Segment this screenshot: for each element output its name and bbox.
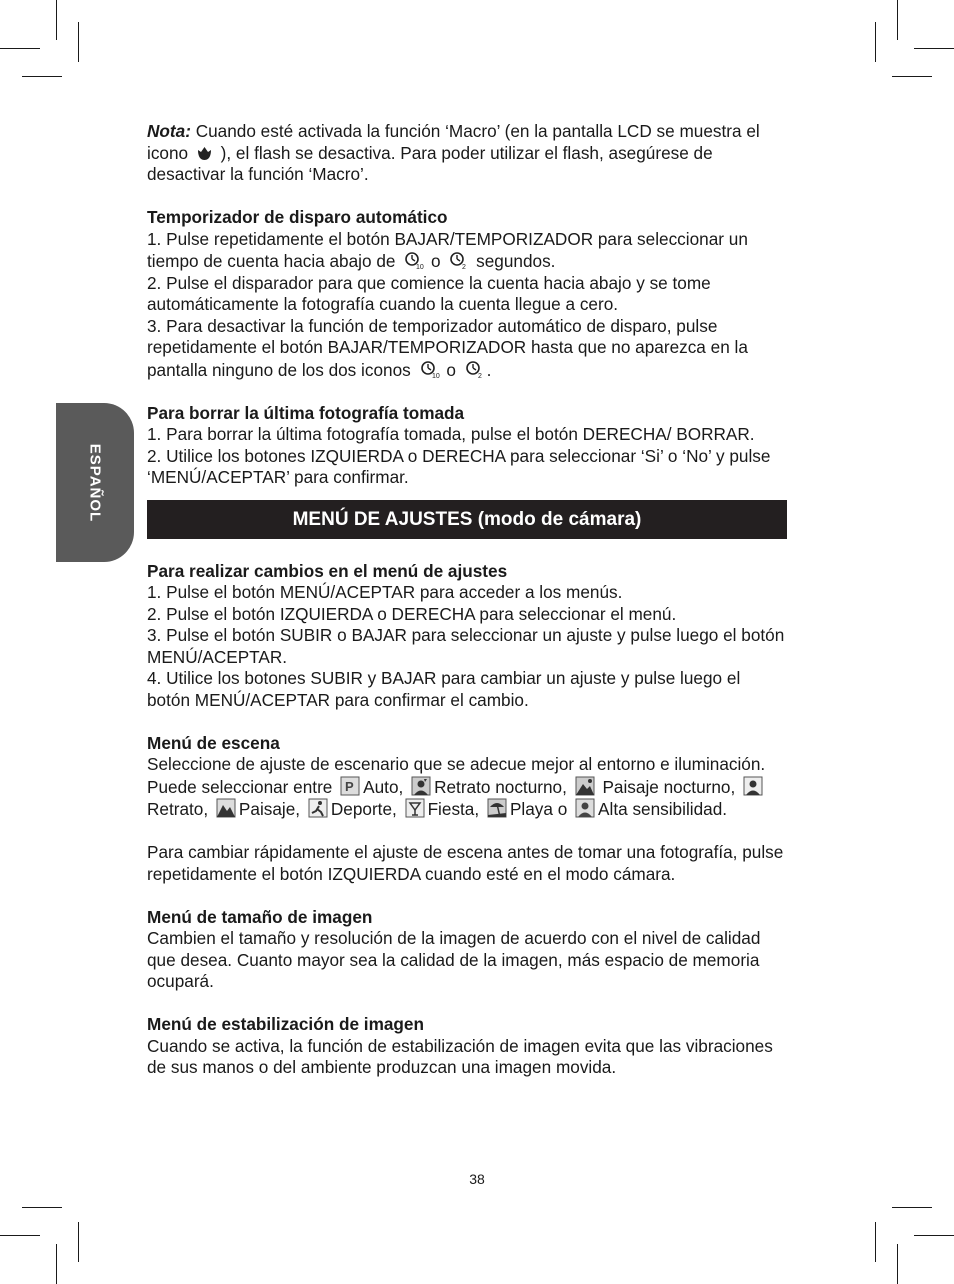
page-number: 38 <box>469 1171 485 1187</box>
macro-icon <box>196 145 213 162</box>
crop-mark <box>914 1235 954 1236</box>
timer-step-3-text: 3. Para desactivar la función de temporizador automático de disparo, pulse repetidamente el botón BAJAR/TEMPORIZADOR hasta que no aparezca en la pantalla ninguno de los dos iconos <box>147 315 748 380</box>
crop-mark <box>914 48 954 49</box>
scene-beach-label: Playa o <box>509 799 568 819</box>
crop-mark <box>875 1222 876 1262</box>
timer-step-2: 2. Pulse el disparador para que comience la cuenta hacia abajo y se tome automáticamente la fotografía cuando la cuenta llegue a cero. <box>147 272 711 314</box>
scene-sport-label: Deporte, <box>330 799 397 819</box>
scene-quick-paragraph: Para cambiar rápidamente el ajuste de escena antes de tomar una fotografía, pulse repetidamente el botón IZQUIERDA cuando esté en el modo cámara. <box>147 842 784 884</box>
timer-step-3 <box>147 316 787 382</box>
scene-landscape-label: Paisaje, <box>238 799 301 819</box>
scene-high-iso-label: Alta sensibilidad. <box>598 799 728 819</box>
crop-mark <box>0 1235 40 1236</box>
scene-night-landscape-label: Paisaje nocturno, <box>602 776 736 797</box>
delete-last-step-1: 1. Para borrar la última fotografía tomada, pulse el botón DERECHA/ BORRAR. <box>147 424 755 444</box>
section-header-bar: MENÚ DE AJUSTES (modo de cámara) <box>147 500 787 539</box>
nota-paragraph <box>147 121 787 186</box>
nota-label: Nota: <box>147 121 191 141</box>
scene-portrait-label: Retrato, <box>147 799 209 819</box>
scene-night-portrait-label: Retrato nocturno, <box>434 776 567 797</box>
timer-10s-icon <box>419 359 439 379</box>
timer-step-3-or: o <box>446 359 456 380</box>
settings-step-1: 1. Pulse el botón MENÚ/ACEPTAR para acceder a los menús. <box>147 582 623 602</box>
svg-text:P: P <box>345 778 354 794</box>
timer-2s-icon <box>448 250 468 270</box>
scene-night-landscape-icon <box>575 776 595 796</box>
crop-mark <box>56 1244 57 1284</box>
timer-step-3-end: . <box>486 359 492 380</box>
nota-text-1: Cuando esté activada la función ‘Macro’ (en la pantalla LCD se muestra el icono <box>147 121 760 163</box>
nota-text-2: ), el flash se desactiva. Para poder utilizar el flash, asegúrese de desactivar la función ‘Macro’. <box>147 142 713 184</box>
scene-sport-icon <box>308 798 328 818</box>
crop-mark <box>0 48 40 49</box>
scene-auto-icon <box>340 776 360 796</box>
scene-portrait-icon <box>743 776 763 796</box>
crop-mark <box>892 76 932 77</box>
crop-mark <box>22 76 62 77</box>
timer-step-1-end: segundos. <box>476 251 556 271</box>
settings-step-4: 4. Utilice los botones SUBIR y BAJAR para cambiar un ajuste y pulse luego el botón MENÚ/ACEPTAR para confirmar el cambio. <box>147 668 741 710</box>
settings-heading: Para realizar cambios en el menú de ajustes <box>147 560 508 581</box>
scene-party-icon <box>405 798 425 818</box>
crop-mark <box>22 1207 62 1208</box>
scene-high-iso-icon <box>575 798 595 818</box>
timer-2s-icon <box>464 359 484 379</box>
settings-step-3: 3. Pulse el botón SUBIR o BAJAR para seleccionar un ajuste y pulse luego el botón MENÚ/ACEPTAR. <box>147 625 785 667</box>
scene-beach-icon <box>487 798 507 818</box>
scene-paragraph <box>147 754 787 821</box>
delete-last-heading: Para borrar la última fotografía tomada <box>147 402 465 423</box>
image-size-heading: Menú de tamaño de imagen <box>147 906 373 927</box>
svg-text:10: 10 <box>416 264 425 271</box>
crop-mark <box>875 22 876 62</box>
stabilization-heading: Menú de estabilización de imagen <box>147 1014 424 1034</box>
image-size-paragraph: Cambien el tamaño y resolución de la imagen de acuerdo con el nivel de calidad que desea. Cuanto mayor sea la calidad de la imagen, más espacio de memoria ocupará. <box>147 928 761 991</box>
scene-auto-label: Auto, <box>363 776 404 797</box>
svg-text:2: 2 <box>462 264 467 271</box>
crop-mark <box>897 0 898 40</box>
scene-party-label: Fiesta, <box>427 799 480 819</box>
timer-heading: Temporizador de disparo automático <box>147 207 448 227</box>
timer-10s-icon <box>403 250 423 270</box>
page-content <box>147 121 787 1079</box>
svg-text:2: 2 <box>477 372 482 380</box>
settings-step-2: 2. Pulse el botón IZQUIERDA o DERECHA para seleccionar el menú. <box>147 603 677 624</box>
crop-mark <box>78 22 79 62</box>
timer-step-1-or: o <box>431 251 441 271</box>
scene-heading: Menú de escena <box>147 732 280 753</box>
scene-intro: Seleccione de ajuste de escenario que se adecue mejor al entorno e iluminación. Puede seleccionar entre <box>147 754 766 797</box>
stabilization-paragraph: Cuando se activa, la función de estabilización de imagen evita que las vibraciones de sus manos o del ambiente produzcan una imagen movida. <box>147 1035 773 1077</box>
crop-mark <box>892 1207 932 1208</box>
crop-mark <box>78 1222 79 1262</box>
crop-mark <box>56 0 57 40</box>
scene-night-portrait-icon <box>411 776 431 796</box>
language-tab <box>56 403 134 562</box>
scene-landscape-icon <box>216 798 236 818</box>
timer-step-1 <box>147 229 787 273</box>
timer-step-1-text: 1. Pulse repetidamente el botón BAJAR/TEMPORIZADOR para seleccionar un tiempo de cuenta hacia abajo de <box>147 228 748 271</box>
svg-text:10: 10 <box>431 372 440 380</box>
crop-mark <box>897 1244 898 1284</box>
delete-last-step-2: 2. Utilice los botones IZQUIERDA o DERECHA para seleccionar ‘Si’ o ‘No’ y pulse ‘MENÚ/ACEPTAR’ para confirmar. <box>147 445 771 487</box>
language-tab-label: ESPAÑOL <box>86 443 104 523</box>
